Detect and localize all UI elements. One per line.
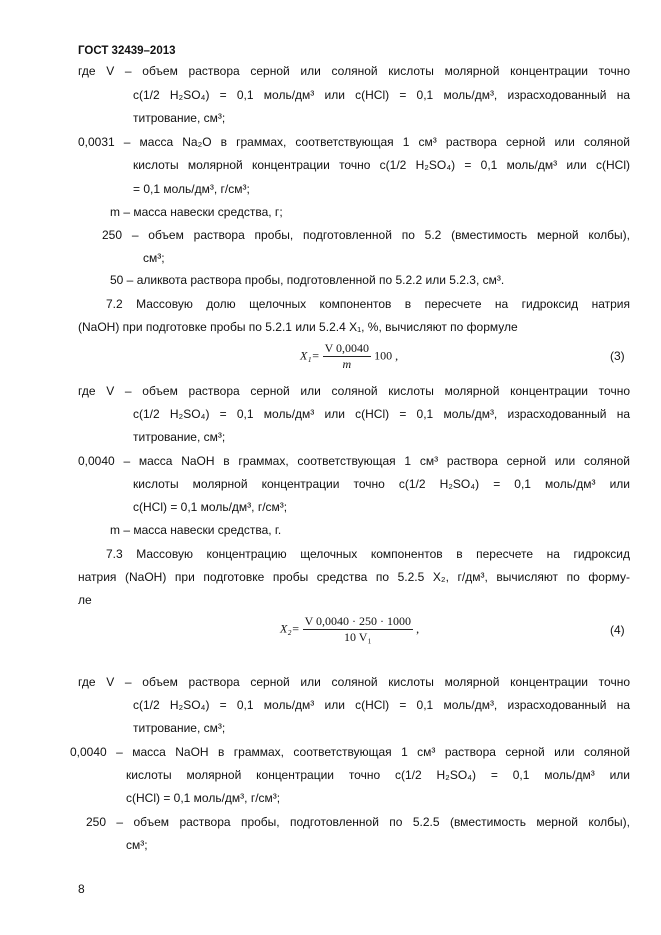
text-line: 0,0031 – масса Na₂O в граммах, соответствующая 1 см³ раствора серной или соляной [78,135,630,149]
text-line: где V – объем раствора серной или соляной кислоты молярной концентрации точно [78,64,630,78]
equation-number: (4) [610,623,625,637]
formula-rhs: , [416,621,420,636]
page-number: 8 [78,882,85,896]
text-line: см³; [143,251,165,265]
formula-denominator: m [342,357,352,371]
text-line: титрование, см³; [133,430,226,444]
text-line: кислоты молярной концентрации точно c(1/2 H₂SO₄) = 0,1 моль/дм³ или c(HCl) [133,158,630,172]
text-line: 50 – аликвота раствора пробы, подготовленной по 5.2.2 или 5.2.3, см³. [110,273,505,287]
formula-lhs: X₁= [300,348,320,363]
formula-rhs: 100 , [374,348,399,363]
formula-4 [280,614,419,645]
text-line: 250 – объем раствора пробы, подготовленной по 5.2 (вместимость мерной колбы), [102,228,630,242]
text-line: m – масса навески средства, г; [110,205,283,219]
formula-numerator: V 0,0040 [324,341,370,355]
equation-number: (3) [610,349,625,363]
text-line: 0,0040 – масса NaOH в граммах, соответствующая 1 см³ раствора серной или соляной [78,454,630,468]
text-line: 250 – объем раствора пробы, подготовленной по 5.2.5 (вместимость мерной колбы), [86,815,630,829]
text-line: где V – объем раствора серной или соляной кислоты молярной концентрации точно [78,384,630,398]
paragraph-line: 7.3 Массовую концентрацию щелочных компонентов в пересчете на гидроксид [106,547,630,561]
text-line: 0,0040 – масса NaOH в граммах, соответствующая 1 см³ раствора серной или соляной [70,745,630,759]
formula-lhs: X₂= [280,621,300,636]
paragraph-line: натрия (NaOH) при подготовке пробы средства по 5.2.5 X₂, г/дм³, вычисляют по форму- [78,570,630,584]
formula-fraction [323,341,371,372]
text-line: титрование, см³; [133,111,226,125]
text-line: см³; [126,838,148,852]
formula-denominator: 10 V₁ [344,630,372,644]
text-line: = 0,1 моль/дм³, г/см³; [133,182,250,196]
paragraph-line: (NaOH) при подготовке пробы по 5.2.1 или 5.2.4 X₁, %, вычисляют по формуле [78,320,518,334]
paragraph-line: ле [78,593,92,607]
formula-3 [300,341,398,372]
text-line: c(1/2 H₂SO₄) = 0,1 моль/дм³ или c(HCl) = 0,1 моль/дм³, израсходованный на [133,88,630,102]
formula-fraction [303,614,413,645]
text-line: c(1/2 H₂SO₄) = 0,1 моль/дм³ или c(HCl) = 0,1 моль/дм³, израсходованный на [133,698,630,712]
text-line: кислоты молярной концентрации точно c(1/2 H₂SO₄) = 0,1 моль/дм³ или [133,477,630,491]
text-line: где V – объем раствора серной или соляной кислоты молярной концентрации точно [78,675,630,689]
formula-numerator: V 0,0040 · 250 · 1000 [304,614,412,628]
document-header: ГОСТ 32439–2013 [78,45,176,57]
text-line: титрование, см³; [133,721,226,735]
text-line: c(HCl) = 0,1 моль/дм³, г/см³; [126,791,281,805]
text-line: c(HCl) = 0,1 моль/дм³, г/см³; [133,500,288,514]
text-line: c(1/2 H₂SO₄) = 0,1 моль/дм³ или c(HCl) = 0,1 моль/дм³, израсходованный на [133,407,630,421]
paragraph-line: 7.2 Массовую долю щелочных компонентов в пересчете на гидроксид натрия [106,297,630,311]
text-line: m – масса навески средства, г. [110,523,282,537]
text-line: кислоты молярной концентрации точно c(1/2 H₂SO₄) = 0,1 моль/дм³ или [126,768,630,782]
